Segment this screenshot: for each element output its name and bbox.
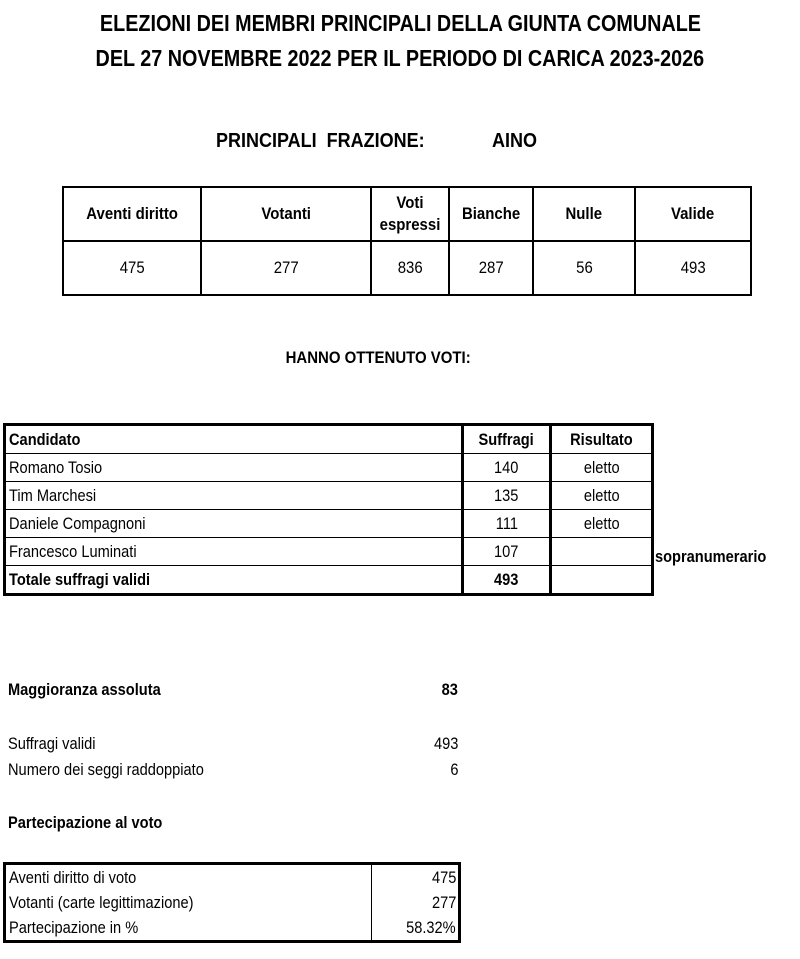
header-candidato: Candidato [5, 425, 463, 454]
total-votes: 493 [463, 566, 551, 595]
summary-table [62, 186, 752, 296]
suffragi-value: 493 [433, 734, 458, 753]
candidates-table [3, 423, 654, 596]
participation-value: 58.32% [406, 917, 456, 937]
candidate-result [551, 538, 653, 566]
maggioranza-line [8, 680, 458, 700]
table-row [5, 915, 460, 942]
candidate-result: eletto [551, 482, 653, 510]
suffragi-line [8, 734, 458, 754]
maggioranza-value: 83 [441, 680, 458, 699]
value-nulle: 56 [533, 241, 635, 295]
candidate-votes: 140 [463, 454, 551, 482]
participation-value: 277 [431, 892, 456, 912]
summary-values-row [63, 241, 751, 295]
frazione-heading [216, 130, 537, 153]
table-row [5, 538, 653, 566]
candidate-result: eletto [551, 510, 653, 538]
maggioranza-label: Maggioranza assoluta [8, 680, 161, 699]
suffragi-label: Suffragi validi [8, 734, 96, 753]
header-risultato: Risultato [551, 425, 653, 454]
total-result [551, 566, 653, 595]
header-votanti: Votanti [201, 187, 371, 241]
table-row [5, 510, 653, 538]
total-row [5, 566, 653, 595]
candidate-name: Daniele Compagnoni [5, 510, 463, 538]
participation-table [3, 862, 461, 943]
header-bianche: Bianche [449, 187, 533, 241]
value-voti-espressi: 836 [371, 241, 449, 295]
participation-value: 475 [431, 867, 456, 887]
header-aventi-diritto: Aventi diritto [63, 187, 201, 241]
header-valide: Valide [635, 187, 751, 241]
total-label: Totale suffragi validi [5, 566, 463, 595]
participation-label: Partecipazione in % [5, 915, 372, 942]
header-suffragi: Suffragi [463, 425, 551, 454]
votes-heading: HANNO OTTENUTO VOTI: [285, 348, 471, 367]
value-votanti: 277 [201, 241, 371, 295]
table-row [5, 482, 653, 510]
table-row [5, 454, 653, 482]
partecipazione-heading-text: Partecipazione al voto [8, 813, 163, 832]
header-voti-espressi: Voti espressi [371, 187, 449, 241]
candidate-name: Francesco Luminati [5, 538, 463, 566]
candidates-header-row [5, 425, 653, 454]
candidate-name: Tim Marchesi [5, 482, 463, 510]
frazione-value: AINO [492, 130, 537, 152]
value-aventi-diritto: 475 [63, 241, 201, 295]
participation-label: Aventi diritto di voto [5, 864, 372, 891]
sopranumerario-note: sopranumerario [655, 547, 767, 566]
candidate-name: Romano Tosio [5, 454, 463, 482]
candidate-votes: 111 [463, 510, 551, 538]
table-row [5, 890, 460, 915]
table-row [5, 864, 460, 891]
seggi-value: 6 [449, 760, 458, 779]
document-title-line-2: DEL 27 NOVEMBRE 2022 PER IL PERIODO DI CARICA 2023-2026 [95, 45, 705, 71]
value-valide: 493 [635, 241, 751, 295]
candidate-votes: 107 [463, 538, 551, 566]
value-bianche: 287 [449, 241, 533, 295]
frazione-label: PRINCIPALI FRAZIONE: [216, 130, 425, 152]
seggi-label: Numero dei seggi raddoppiato [8, 760, 204, 779]
participation-label: Votanti (carte legittimazione) [5, 890, 372, 915]
seggi-line [8, 760, 458, 780]
document-title-line-1: ELEZIONI DEI MEMBRI PRINCIPALI DELLA GIUNTA COMUNALE [99, 10, 701, 36]
candidate-result: eletto [551, 454, 653, 482]
partecipazione-heading [8, 813, 458, 833]
candidate-votes: 135 [463, 482, 551, 510]
summary-header-row [63, 187, 751, 241]
header-nulle: Nulle [533, 187, 635, 241]
